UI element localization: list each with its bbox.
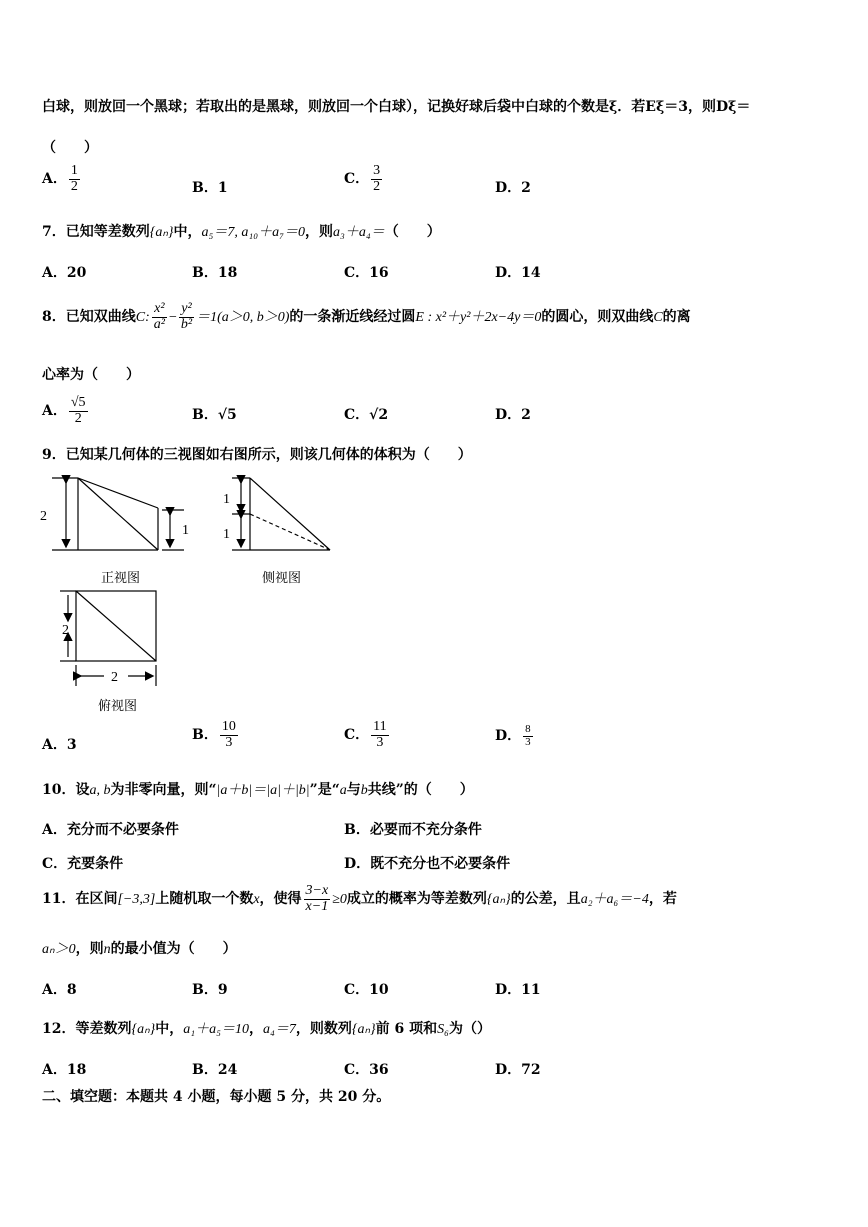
q9-option-c: C． $\frac{11}{3}$ [344, 719, 387, 750]
q12-text: 12．等差数列{aₙ}中，a₁＋a₅＝10，a₄＝7，则数列{aₙ}前 6 项和S₆为（） [42, 1021, 492, 1037]
q11-option-a: A．8 [42, 982, 77, 998]
q6-paren: （ ） [42, 140, 98, 156]
q7-option-d: D．14 [495, 265, 541, 281]
q7-option-b: B．18 [192, 265, 238, 281]
q6-tail-text: 白球，则放回一个黑球；若取出的是黑球，则放回一个白球），记换好球后袋中白球的个数是ξ．若Eξ＝3，则Dξ＝ [42, 99, 751, 115]
q12-option-a: A．18 [42, 1062, 87, 1078]
front-height-label: 2 [40, 509, 47, 524]
q6-option-b: B．1 [192, 180, 228, 196]
q8-frac-y: $\frac{\text{y²}}{\text{b²}}$ [180, 301, 193, 332]
q10-option-a: A．充分而不必要条件 [42, 822, 179, 838]
side-lower-label: 1 [223, 527, 230, 542]
top-width-label: 2 [111, 670, 118, 685]
q12-option-d: D．72 [495, 1062, 541, 1078]
q6-option-c: C． $\frac{3}{2}$ [344, 163, 381, 194]
q9-option-a: A．3 [42, 737, 77, 753]
q11-text-line2: aₙ＞0，则n的最小值为（ ） [42, 941, 237, 957]
side-view [232, 478, 330, 550]
top-view-caption: 俯视图 [98, 699, 138, 714]
q6-option-a: A． $\frac{1}{2}$ [42, 163, 78, 194]
q10-option-c: C．充要条件 [42, 856, 124, 872]
q12-option-b: B．24 [192, 1062, 238, 1078]
q10-text: 10．设a, b为非零向量，则“|a＋b|＝|a|＋|b|”是“a与b共线”的（ ） [42, 782, 474, 798]
front-right-label: 1 [182, 523, 189, 538]
q11-option-c: C．10 [344, 982, 389, 998]
q7-text: 7．已知等差数列{aₙ}中，a₅＝7, a₁₀＋a₇＝0，则a₃＋a₄＝（ ） [42, 224, 441, 240]
side-view-caption: 侧视图 [262, 571, 302, 586]
three-view-figure [38, 474, 348, 714]
q8-option-c: C．√2 [344, 407, 389, 423]
front-view-caption: 正视图 [101, 571, 141, 586]
top-view [60, 591, 156, 686]
q9-option-b: B． $\frac{10}{3}$ [192, 719, 236, 750]
q8-text: 8．已知双曲线C: $\frac{\text{x²}}{\text{a²}}$ − $\frac{\text{y²}}{\text{b²}}$ ＝1(a＞0, b＞0)的一条渐近线经过圆E : x²＋y²＋2x−4y＝0的圆心，则双曲线C的离 [42, 301, 691, 332]
q8-option-b: B．√5 [192, 407, 237, 423]
q7-option-c: C．16 [344, 265, 389, 281]
top-height-label: 2 [62, 623, 69, 638]
q10-option-b: B．必要而不充分条件 [344, 822, 482, 838]
q12-option-c: C．36 [344, 1062, 389, 1078]
section-2-heading: 二、填空题：本题共 4 小题，每小题 5 分，共 20 分。 [42, 1089, 391, 1105]
q8-option-d: D．2 [495, 407, 531, 423]
q8-text-line2: 心率为（ ） [42, 367, 140, 383]
q11-option-d: D．11 [495, 982, 541, 998]
side-upper-label: 1 [223, 492, 230, 507]
q9-text: 9．已知某几何体的三视图如右图所示，则该几何体的体积为（ ） [42, 447, 472, 463]
q7-option-a: A．20 [42, 265, 87, 281]
q9-option-d: D． $\frac{8}{3}$ [495, 723, 531, 748]
q11-text: 11．在区间[−3,3]上随机取一个数x，使得 $\frac{3-x}{x-1}$ ≥0成立的概率为等差数列{aₙ}的公差，且a₂＋a₆＝−4，若 [42, 883, 677, 914]
q8-frac-x: $\frac{\text{x²}}{\text{a²}}$ [153, 301, 165, 332]
front-view [52, 478, 184, 550]
q11-option-b: B．9 [192, 982, 228, 998]
q8-option-a: A． $\frac{√5}{2}$ [42, 395, 86, 426]
q10-option-d: D．既不充分也不必要条件 [344, 856, 511, 872]
q6-option-d: D．2 [495, 180, 531, 196]
